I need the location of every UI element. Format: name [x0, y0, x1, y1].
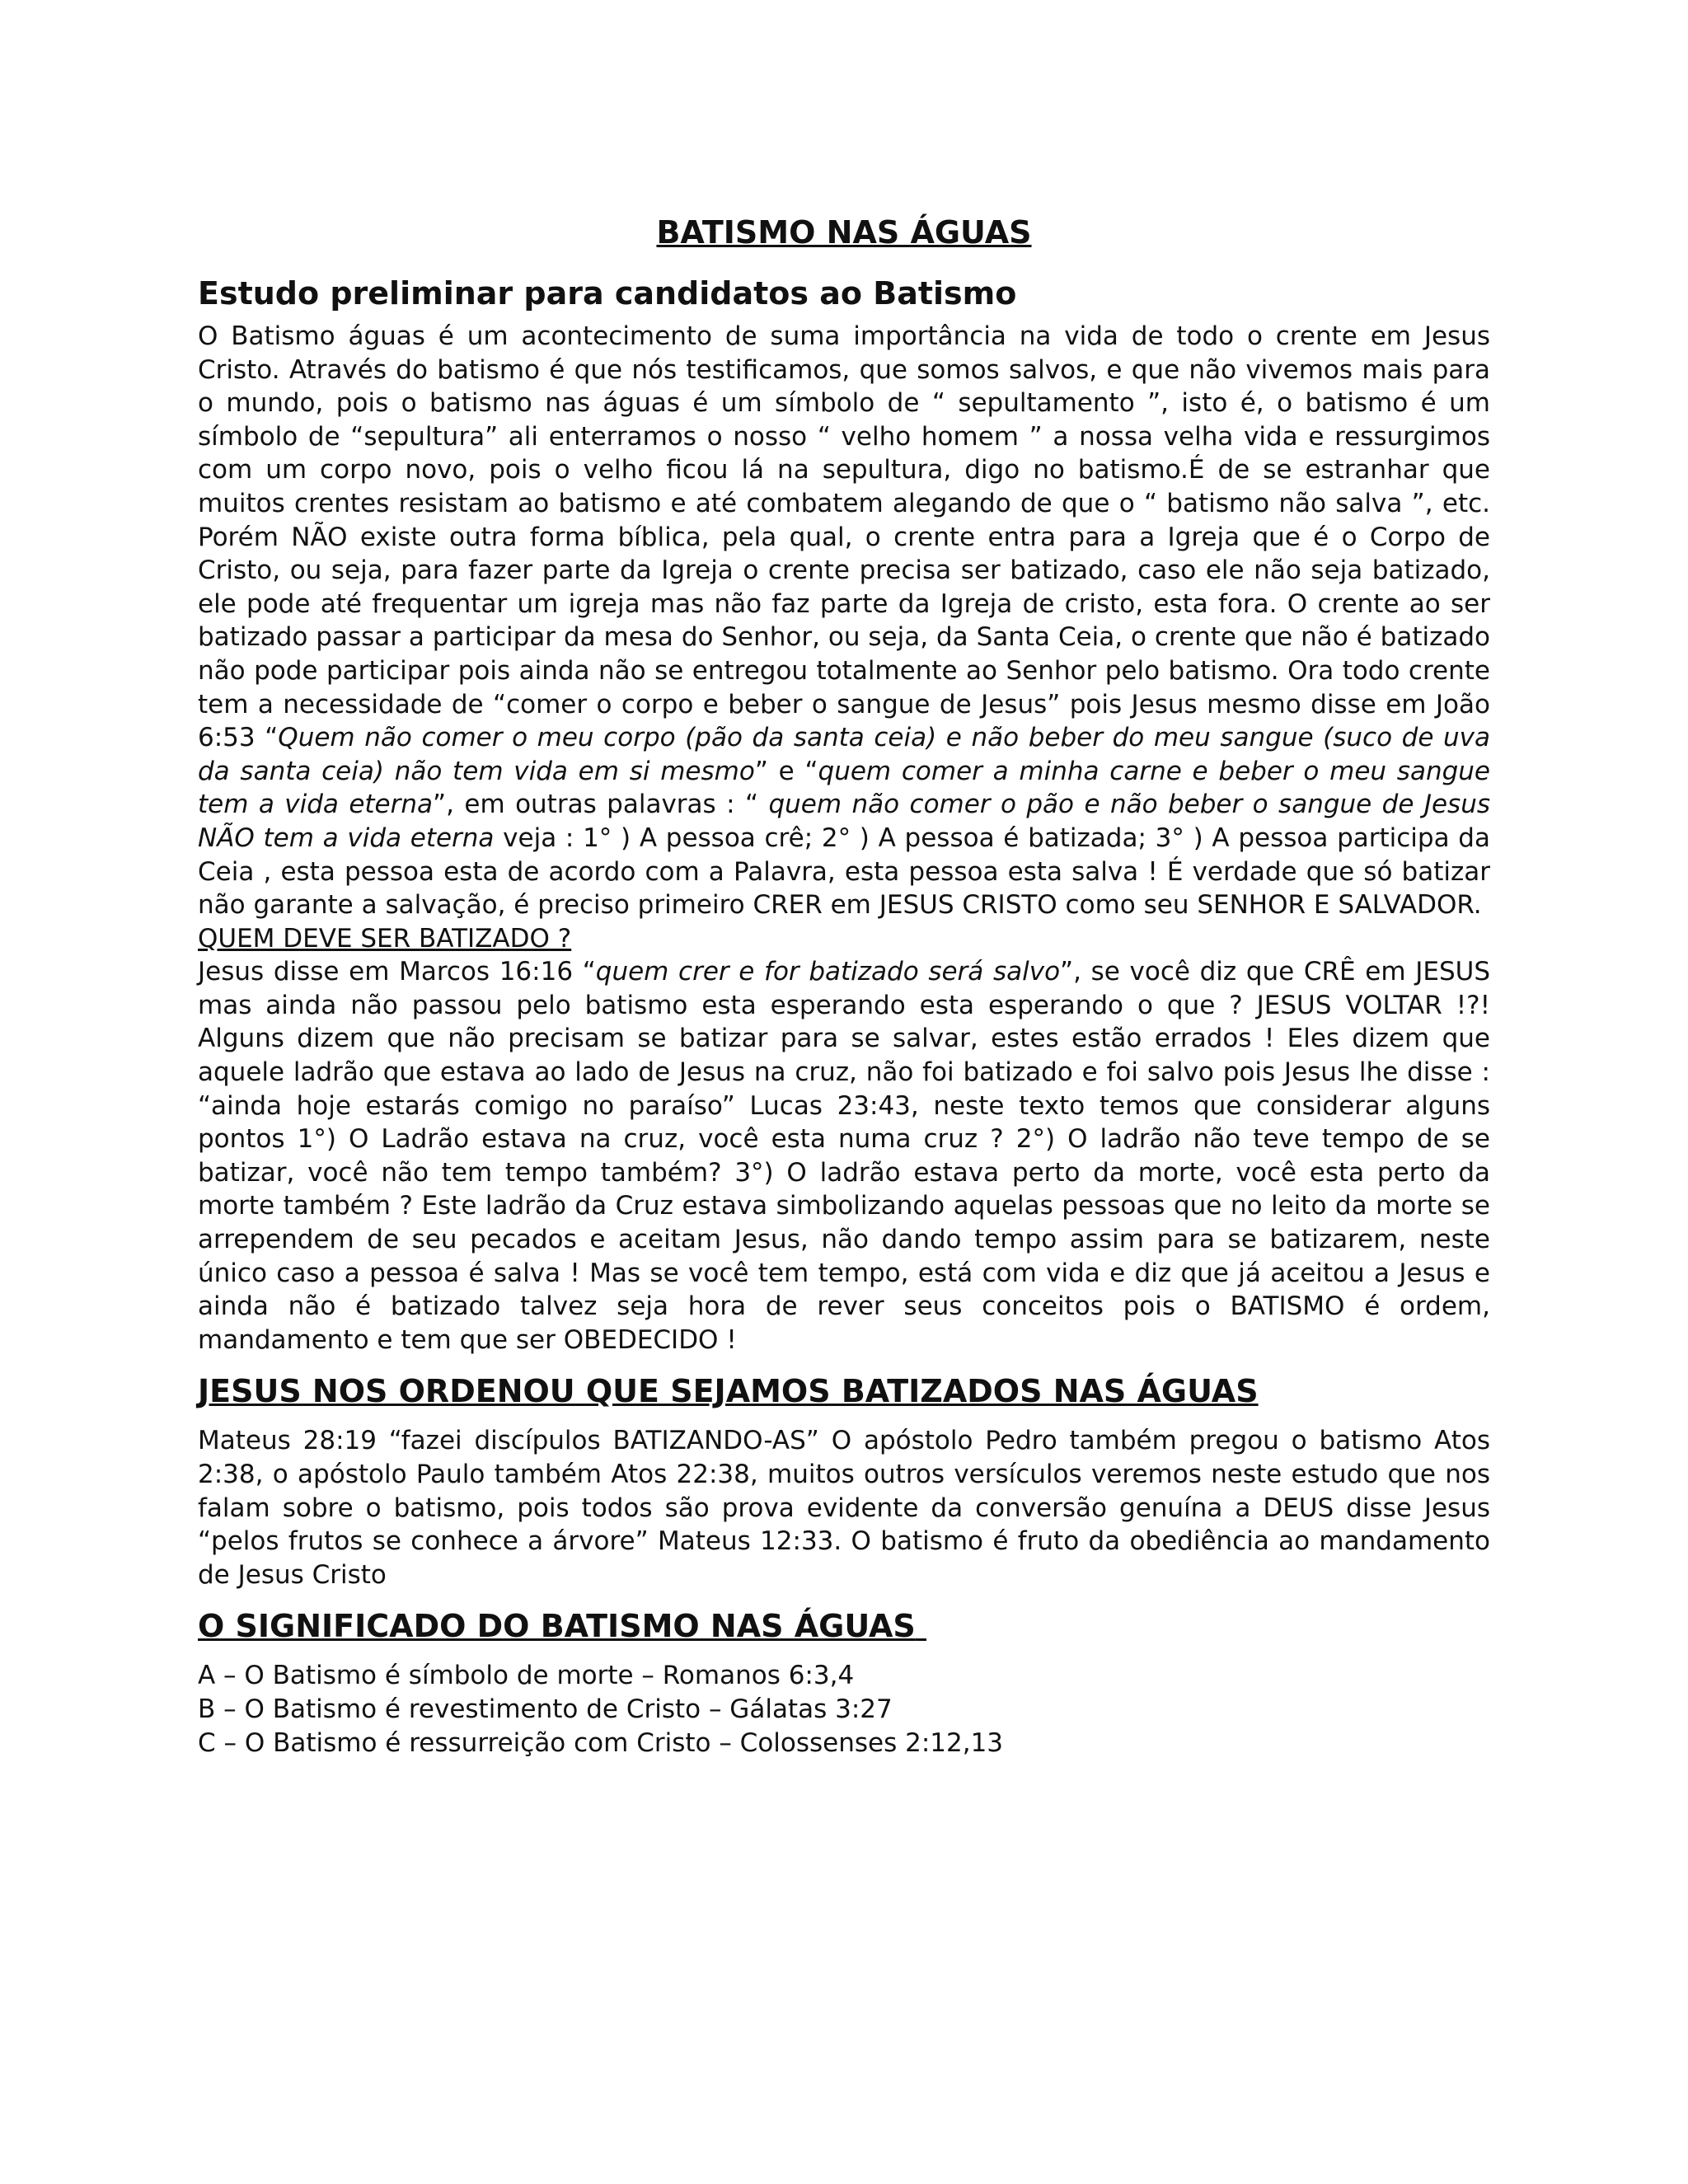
intro-quote-1: Quem não comer o meu corpo (pão da santa ceia) e não beber do meu sangue (suco de uva da santa ceia) não tem vida em si mesmo [198, 723, 1491, 786]
intro-quote-2: quem comer a minha carne e beber o meu sangue tem a vida eterna [198, 756, 1490, 820]
document-title: BATISMO NAS ÁGUAS [656, 214, 1032, 251]
list-item: C – O Batismo é ressurreição com Cristo – Colossenses 2:12,13 [198, 1727, 1004, 1758]
question-quote-1: quem crer e for batizado será salvo [595, 957, 1061, 987]
intro-paragraph [198, 320, 1490, 922]
question-paragraph [198, 955, 1490, 1357]
intro-text-3: ”, em outras palavras : “ [433, 790, 769, 820]
section-heading-command: JESUS NOS ORDENOU QUE SEJAMOS BATIZADOS NAS ÁGUAS [198, 1373, 1259, 1410]
intro-quote-3: quem não comer o pão e não beber o sangue de Jesus NÃO tem a vida eterna [198, 790, 1491, 853]
question-text-2: ”, se você diz que CRÊ em JESUS mas ainda não passou pelo batismo esta esperando esta esperando o que ? JESUS VOLTAR !?! Alguns dizem que não precisam se batizar para se salvar, estes estão errados ! Eles dizem que aquele ladrão que estava ao lado de Jesus na cruz, não foi batizado e foi salvo pois Jesus lhe disse : “ainda hoje estarás comigo no paraíso” Lucas 23:43, neste texto temos que considerar alguns pontos 1°) O Ladrão estava na cruz, você esta numa cruz ? 2°) O ladrão não teve tempo de se batizar, você não tem tempo também? 3°) O ladrão estava perto da morte, você esta perto da morte também ? Este ladrão da Cruz estava simbolizando aquelas pessoas que no leito da morte se arrependem de seu pecados e aceitam Jesus, não dando tempo assim para se batizarem, neste único caso a pessoa é salva ! Mas se você tem tempo, está com vida e diz que já aceitou a Jesus e ainda não é batizado talvez seja hora de rever seus conceitos pois o BATISMO é ordem, mandamento e tem que ser OBEDECIDO ! [198, 957, 1491, 1355]
section-paragraph-command: Mateus 28:19 “fazei discípulos BATIZANDO-AS” O apóstolo Pedro também pregou o batismo Atos 2:38, o apóstolo Paulo também Atos 22:38, muitos outros versículos veremos neste estudo que nos falam sobre o batismo, pois todos são prova evidente da conversão genuína a DEUS disse Jesus “pelos frutos se conhece a árvore” Mateus 12:33. O batismo é fruto da obediência ao mandamento de Jesus Cristo [198, 1426, 1490, 1590]
list-item: B – O Batismo é revestimento de Cristo – Gálatas 3:27 [198, 1694, 893, 1724]
intro-text-2: ” e “ [754, 756, 818, 786]
document-subtitle: Estudo preliminar para candidatos ao Batismo [198, 275, 1017, 312]
question-text-1: Jesus disse em Marcos 16:16 “ [198, 957, 596, 987]
list-item: A – O Batismo é símbolo de morte – Romanos 6:3,4 [198, 1661, 855, 1691]
meaning-list [198, 1659, 1490, 1760]
intro-text-4: veja : 1° ) A pessoa crê; 2° ) A pessoa é batizada; 3° ) A pessoa participa da Ceia , esta pessoa esta de acordo com a Palavra, esta pessoa esta salva ! É verdade que só batizar não garante a salvação, é preciso primeiro CRER em JESUS CRISTO como seu SENHOR E SALVADOR. [198, 823, 1490, 921]
intro-text-1: O Batismo águas é um acontecimento de suma importância na vida de todo o crente em Jesus Cristo. Através do batismo é que nós testificamos, que somos salvos, e que não vivemos mais para o mundo, pois o batismo nas águas é um símbolo de “ sepultamento ”, isto é, o batismo é um símbolo de “sepultura” ali enterramos o nosso “ velho homem ” a nossa velha vida e ressurgimos com um corpo novo, pois o velho ficou lá na sepultura, digo no batismo.É de se estranhar que muitos crentes resistam ao batismo e até combatem alegando de que o “ batismo não salva ”, etc. Porém NÃO existe outra forma bíblica, pela qual, o crente entra para a Igreja que é o Corpo de Cristo, ou seja, para fazer parte da Igreja o crente precisa ser batizado, caso ele não seja batizado, ele pode até frequentar um igreja mas não faz parte da Igreja de cristo, esta fora. O crente ao ser batizado passar a participar da mesa do Senhor, ou seja, da Santa Ceia, o crente que não é batizado não pode participar pois ainda não se entregou totalmente ao Senhor pelo batismo. Ora todo crente tem a necessidade de “comer o corpo e beber o sangue de Jesus” pois Jesus mesmo disse em João 6:53 “ [198, 321, 1490, 753]
section-heading-meaning-text: O SIGNIFICADO DO BATISMO NAS ÁGUAS [198, 1608, 916, 1645]
section-heading-meaning [198, 1606, 1490, 1646]
question-heading: QUEM DEVE SER BATIZADO ? [198, 923, 572, 954]
document-page [198, 213, 1490, 1760]
